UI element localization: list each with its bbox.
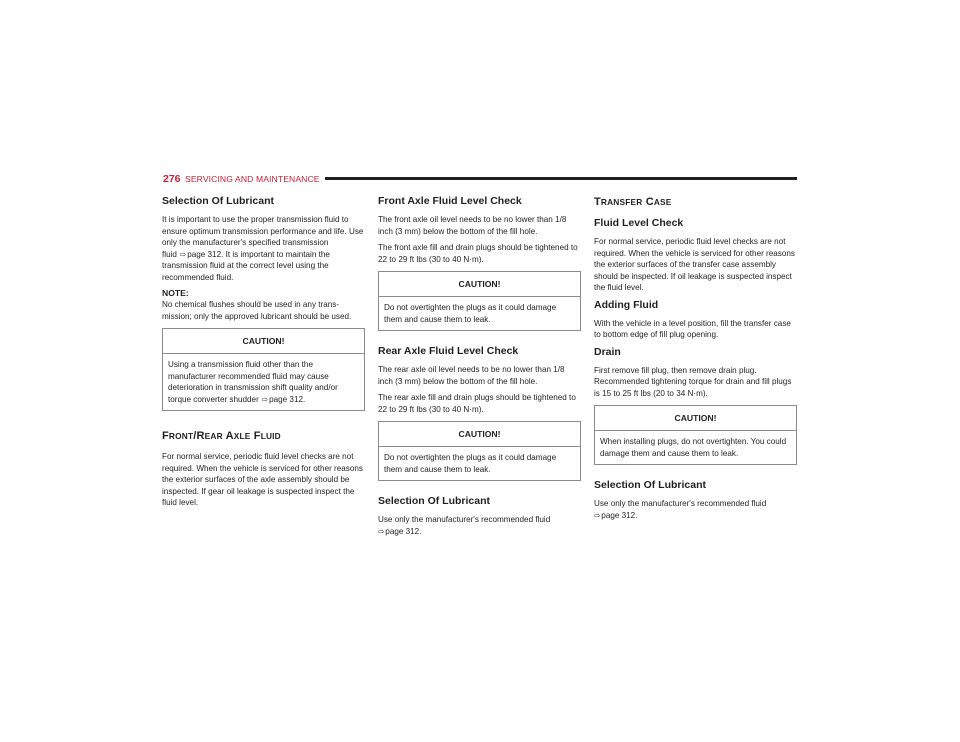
paragraph-adding-fluid: With the vehicle in a level position, fill the transfer case to bottom edge of fill plug opening. [594,318,791,339]
caution-title: CAUTION! [379,422,580,447]
paragraph-rear-axle-plugs: The rear axle fill and drain plugs should be tightened to 22 to 29 ft lbs (30 to 40 N·m). [378,393,576,414]
paragraph-rear-axle-level: The rear axle oil level needs to be no lower than 1/8 inch (3 mm) below the bottom of the fill hole. [378,365,565,386]
paragraph-axle-lubricant: Use only the manufacturer's recommended fluid ⇨page 312. [378,515,551,536]
header-divider [325,177,797,180]
heading-drain: Drain [594,345,621,358]
caution-box [378,271,581,331]
heading-adding-fluid: Adding Fluid [594,298,659,311]
caution-text: Do not overtighten the plugs as it could damage them and cause them to leak. [384,303,557,324]
column-right [594,195,797,526]
caution-body [163,354,364,410]
paragraph-drain: First remove fill plug, then remove drain plug. Recommended tightening torque for drain and fill plugs is 15 to 25 ft lbs (20 to 34 N·m). [594,365,792,398]
section-heading-front-rear-axle-fluid: FRONT/REAR AXLE FLUID [162,430,281,442]
caution-text: Using a transmission fluid other than the manufacturer recommended fluid may cause deterioration in transmission shift quality and/or torque converter shudder ⇨page 312. [168,360,338,404]
caution-body [595,431,796,464]
column-left [162,195,365,514]
paragraph-axle-service: For normal service, periodic fluid level checks are not required. When the vehicle is serviced for other reasons the exterior surfaces of the axle assembly should be inspected. If gear oil leakage is suspected inspect the fluid level. [162,452,363,507]
page-link[interactable]: page 312 [385,526,420,536]
right-arrow-icon: ⇨ [594,510,601,520]
section-heading-transfer-case: TRANSFER CASE [594,196,672,208]
note-label: NOTE: [162,288,189,298]
paragraph-transmission-fluid: It is important to use the proper transmission fluid to ensure optimum transmission performance and life. Use only the manufacturer's specified transmission fluid ⇨page 312. It is important to maintain the transmission fluid at the correct level using the recommended fluid. [162,215,364,282]
paragraph-transfer-case-check: For normal service, periodic fluid level checks are not required. When the vehicle is serviced for other reasons the exterior surfaces of the transfer case assembly should be inspected. If oil leakage is suspected inspect the fluid level. [594,237,795,292]
heading-selection-of-lubricant: Selection Of Lubricant [162,195,275,207]
page-link[interactable]: page 312 [187,249,222,259]
section-title: SERVICING AND MAINTENANCE [185,174,320,184]
right-arrow-icon: ⇨ [261,394,269,404]
caution-box [378,421,581,481]
paragraph-front-axle-plugs: The front axle fill and drain plugs should be tightened to 22 to 29 ft lbs (30 to 40 N·m). [378,243,578,264]
caution-box [594,405,797,465]
page-header [163,172,797,186]
heading-selection-of-lubricant: Selection Of Lubricant [378,495,491,507]
caution-box [162,328,365,411]
caution-text: Do not overtighten the plugs as it could damage them and cause them to leak. [384,453,557,474]
caution-title: CAUTION! [163,329,364,354]
heading-fluid-level-check: Fluid Level Check [594,217,684,229]
page-link[interactable]: page 312 [601,510,636,520]
caution-title: CAUTION! [595,406,796,431]
right-arrow-icon: ⇨ [378,526,385,536]
caution-body [379,447,580,480]
caution-body [379,297,580,330]
right-arrow-icon: ⇨ [179,249,187,259]
paragraph-front-axle-level: The front axle oil level needs to be no lower than 1/8 inch (3 mm) below the bottom of the fill hole. [378,215,567,236]
caution-title: CAUTION! [379,272,580,297]
note-text: No chemical flushes should be used in any trans-mission; only the approved lubricant should be used. [162,300,352,321]
paragraph-transfer-lubricant: Use only the manufacturer's recommended fluid ⇨page 312. [594,499,767,520]
heading-front-axle-fluid-level: Front Axle Fluid Level Check [378,195,522,207]
page-link[interactable]: page 312 [269,394,303,404]
heading-selection-of-lubricant: Selection Of Lubricant [594,479,707,491]
column-middle [378,195,581,542]
page-number: 276 [163,173,181,185]
caution-text: When installing plugs, do not overtighten. You could damage them and cause them to leak. [600,437,787,458]
heading-rear-axle-fluid-level: Rear Axle Fluid Level Check [378,345,519,357]
